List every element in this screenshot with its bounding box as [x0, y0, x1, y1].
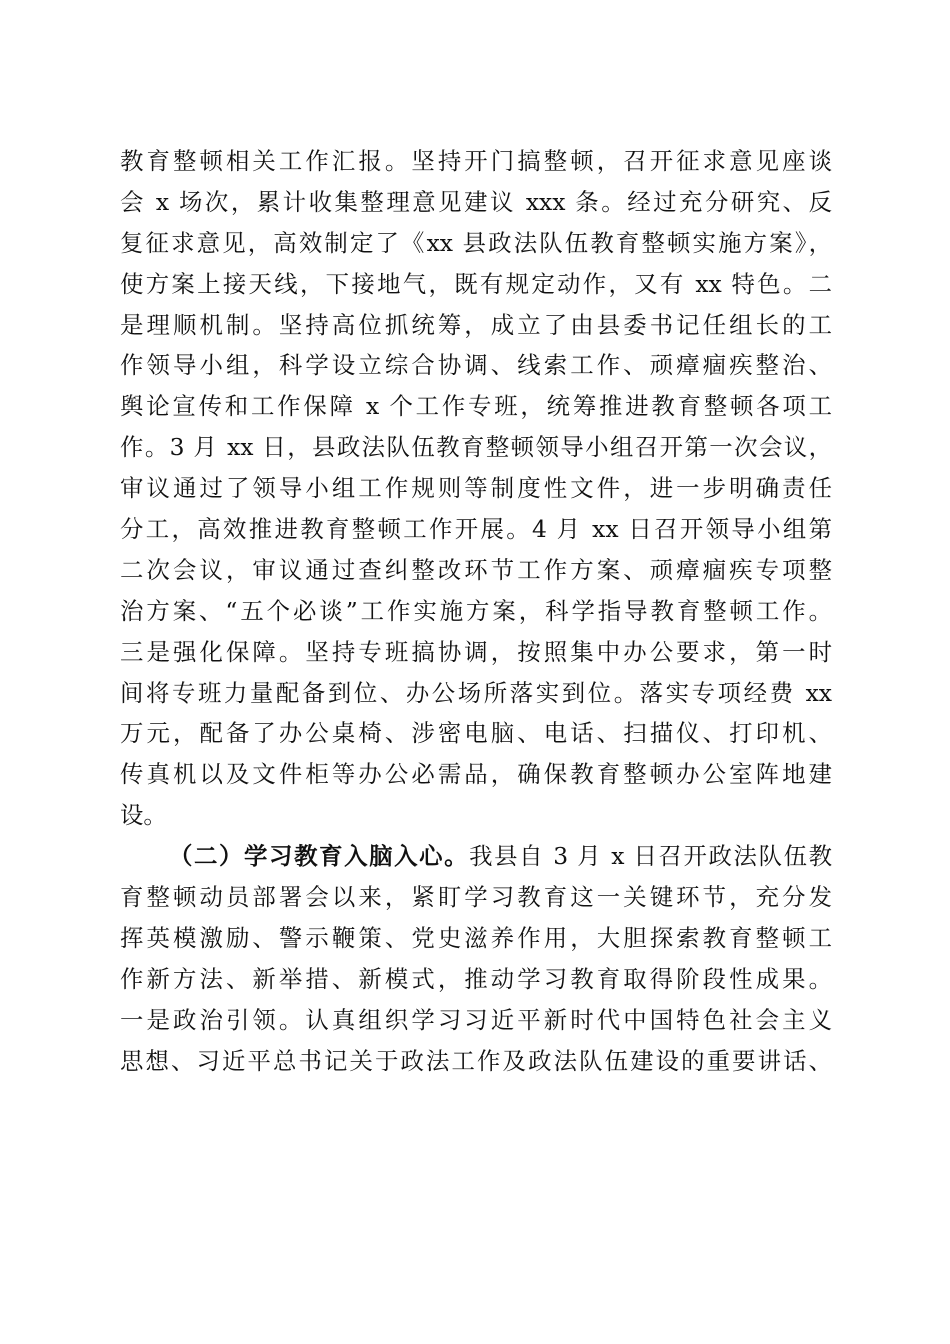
- text-line: 作新方法、新举措、新模式，推动学习教育取得阶段性成果。: [120, 964, 832, 993]
- section-heading: （二）学习教育入脑入心。: [169, 842, 470, 871]
- text-line: 间将专班力量配备到位、办公场所落实到位。落实专项经费 xx: [120, 678, 832, 707]
- text-line: 舆论宣传和工作保障 x 个工作专班，统筹推进教育整顿各项工: [120, 392, 832, 421]
- text-line: 会 x 场次，累计收集整理意见建议 xxx 条。经过充分研究、反: [120, 187, 832, 216]
- text-line: 二次会议，审议通过查纠整改环节工作方案、顽瘴痼疾专项整: [120, 555, 832, 584]
- document-body: [120, 141, 832, 1081]
- text-line: 教育整顿相关工作汇报。坚持开门搞整顿，召开征求意见座谈: [120, 147, 832, 175]
- text-line: 挥英模激励、警示鞭策、党史滋养作用，大胆探索教育整顿工: [120, 923, 832, 952]
- section-heading-line: [120, 836, 832, 877]
- text-line: 万元，配备了办公桌椅、涉密电脑、电话、扫描仪、打印机、: [120, 719, 832, 748]
- text-line: 是理顺机制。坚持高位抓统筹，成立了由县委书记任组长的工: [120, 310, 832, 339]
- text-line: 育整顿动员部署会以来，紧盯学习教育这一关键环节，充分发: [120, 883, 832, 912]
- text-line: 使方案上接天线，下接地气，既有规定动作，又有 xx 特色。二: [120, 269, 832, 298]
- section-heading-rest: 我县自 3 月 x 日召开政法队伍教: [469, 842, 832, 871]
- text-line: 三是强化保障。坚持专班搞协调，按照集中办公要求，第一时: [120, 637, 832, 666]
- text-line: 审议通过了领导小组工作规则等制度性文件，进一步明确责任: [120, 474, 832, 503]
- text-line: 复征求意见，高效制定了《xx 县政法队伍教育整顿实施方案》，: [120, 228, 832, 257]
- text-line: 思想、习近平总书记关于政法工作及政法队伍建设的重要讲话、: [120, 1046, 832, 1075]
- text-line: 一是政治引领。认真组织学习习近平新时代中国特色社会主义: [120, 1005, 832, 1034]
- text-line: 作领导小组，科学设立综合协调、线索工作、顽瘴痼疾整治、: [120, 351, 832, 380]
- text-line: 传真机以及文件柜等办公必需品，确保教育整顿办公室阵地建: [120, 760, 832, 789]
- text-line: 分工，高效推进教育整顿工作开展。4 月 xx 日召开领导小组第: [120, 515, 832, 544]
- text-line: 作。3 月 xx 日，县政法队伍教育整顿领导小组召开第一次会议，: [120, 433, 832, 462]
- text-line: 治方案、“五个必谈”工作实施方案，科学指导教育整顿工作。: [120, 596, 832, 625]
- text-line: 设。: [120, 801, 167, 830]
